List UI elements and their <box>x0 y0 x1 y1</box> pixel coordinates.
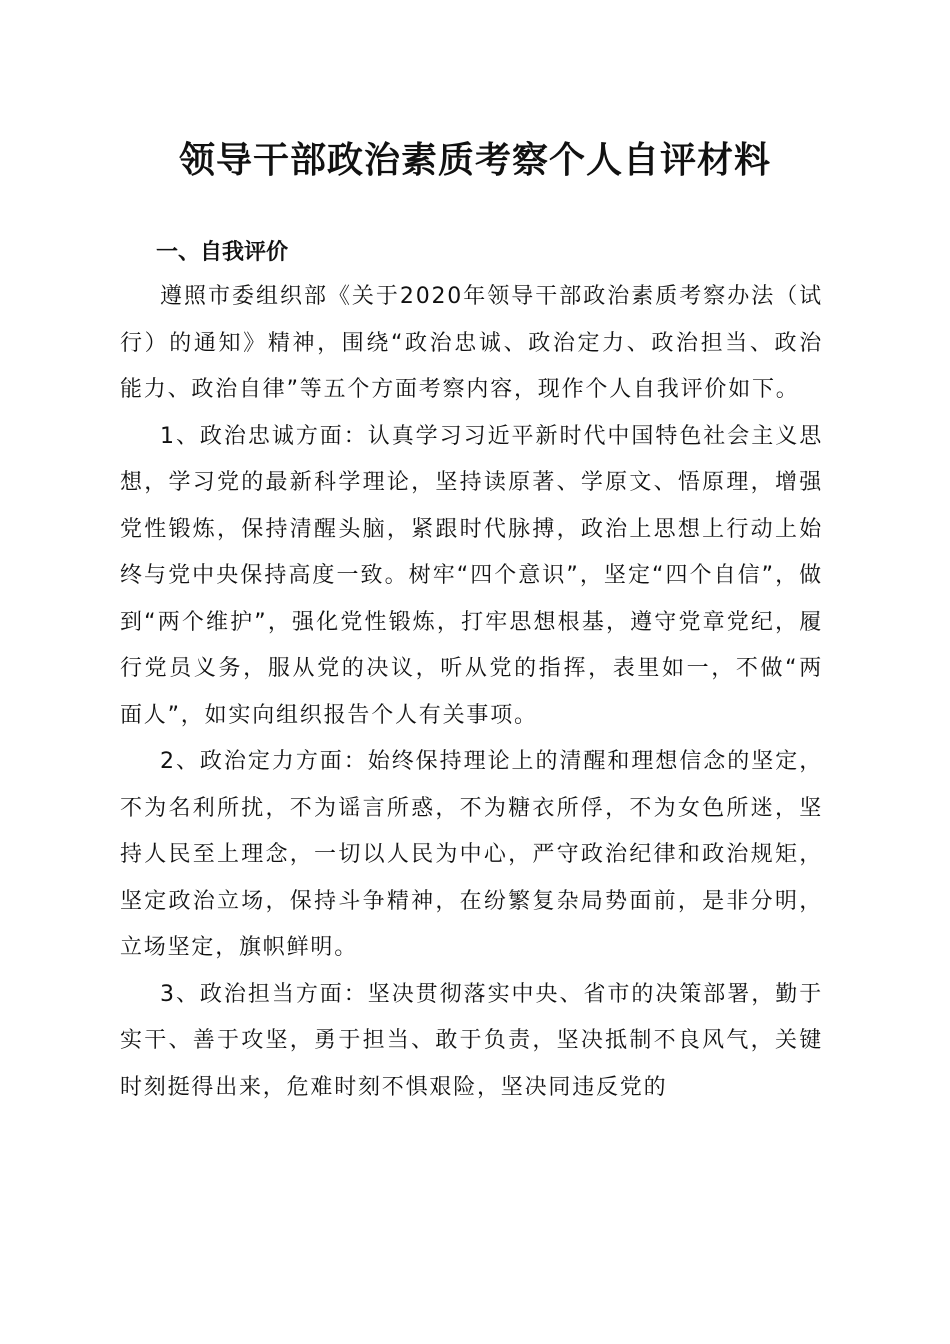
paragraph-political-stability: 2、政治定力方面：始终保持理论上的清醒和理想信念的坚定，不为名利所扰，不为谣言所惑，不为糖衣所俘，不为女色所迷，坚持人民至上理念，一切以人民为中心，严守政治纪律和政治规矩，坚定政治立场，保持斗争精神，在纷繁复杂局势面前，是非分明，立场坚定，旗帜鲜明。 <box>120 749 823 960</box>
paragraph-political-loyalty: 1、政治忠诚方面：认真学习习近平新时代中国特色社会主义思想，学习党的最新科学理论，坚持读原著、学原文、悟原理，增强党性锻炼，保持清醒头脑，紧跟时代脉搏，政治上思想上行动上始终与党中央保持高度一致。树牢“四个意识”，坚定“四个自信”，做到“两个维护”，强化党性锻炼，打牢思想根基，遵守党章党纪，履行党员义务，服从党的决议，听从党的指挥，表里如一，不做“两面人”，如实向组织报告个人有关事项。 <box>120 423 823 728</box>
document-title: 领导干部政治素质考察个人自评材料 <box>178 139 771 181</box>
section-heading: 一、自我评价 <box>156 240 289 265</box>
document-body <box>120 232 823 1111</box>
paragraph-political-responsibility: 3、政治担当方面：坚决贯彻落实中央、省市的决策部署，勤于实干、善于攻坚，勇于担当、敢于负责，坚决抵制不良风气，关键时刻挺得出来，危难时刻不惧艰险，坚决同违反党的 <box>120 981 823 1100</box>
paragraph-intro: 遵照市委组织部《关于2020年领导干部政治素质考察办法（试行）的通知》精神，围绕“政治忠诚、政治定力、政治担当、政治能力、政治自律”等五个方面考察内容，现作个人自我评价如下。 <box>120 284 823 402</box>
